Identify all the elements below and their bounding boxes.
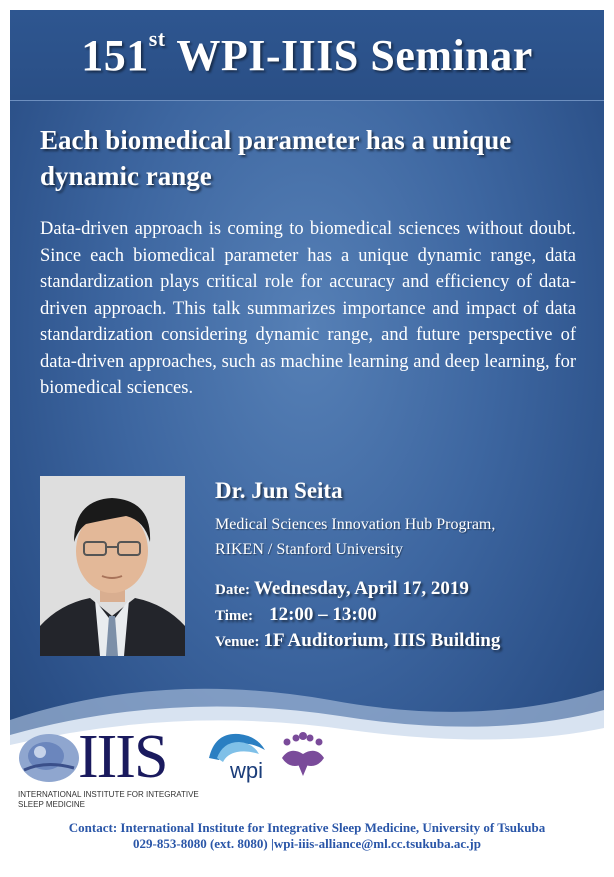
- seminar-title: [10, 26, 604, 81]
- date-label: Date:: [215, 582, 250, 598]
- iiis-logo-icon: [16, 730, 82, 786]
- contact-line2: 029-853-8080 (ext. 8080) |wpi-iiis-alliance@ml.cc.tsukuba.ac.jp: [133, 836, 481, 851]
- talk-title-line2: dynamic range: [40, 161, 212, 191]
- time-value: 12:00 – 13:00: [269, 604, 377, 625]
- contact-info: [0, 820, 614, 852]
- seminar-ordinal-suffix: st: [148, 26, 166, 51]
- date-value: Wednesday, April 17, 2019: [253, 578, 469, 599]
- venue-label: Venue:: [215, 634, 260, 650]
- affiliation-line1: Medical Sciences Innovation Hub Program,: [215, 516, 496, 533]
- seminar-title-text: WPI-IIIS Seminar: [176, 31, 533, 80]
- abstract-text: Data-driven approach is coming to biomedical sciences without doubt. Since each biomedical parameter has a unique dynamic range, data standardization plays critical role for accuracy and efficiency of data-driven approach. This talk summarizes importance and impact of data standardization considering dynamic range, and future perspective of data-driven approaches, such as machine learning and deep learning, for biomedical sciences.: [40, 219, 576, 398]
- speaker-name: Dr. Jun Seita: [215, 478, 343, 503]
- speaker-affiliation: [215, 512, 595, 562]
- affiliation-line2: RIKEN / Stanford University: [215, 541, 403, 558]
- time-row: [215, 604, 377, 626]
- talk-title-line1: Each biomedical parameter has a unique: [40, 125, 512, 155]
- time-label: Time:: [215, 608, 254, 624]
- date-row: [215, 578, 469, 600]
- paulownia-crest-icon: [276, 728, 330, 778]
- seminar-number: 151: [81, 31, 149, 80]
- venue-value: 1F Auditorium, IIIS Building: [263, 630, 501, 651]
- iiis-logo-text: IIIS: [78, 723, 167, 791]
- contact-line1: Contact: International Institute for Integrative Sleep Medicine, University of Tsukuba: [68, 820, 546, 835]
- wpi-logo-text: wpi: [230, 758, 264, 783]
- iiis-subtitle-line2: SLEEP MEDICINE: [18, 800, 85, 809]
- iiis-logo-subtitle: [18, 790, 208, 810]
- iiis-subtitle-line1: INTERNATIONAL INSTITUTE FOR INTEGRATIVE: [18, 790, 199, 799]
- talk-title: [40, 122, 580, 194]
- blue-panel: [10, 10, 604, 810]
- venue-row: [215, 630, 500, 652]
- title-bar: [10, 10, 604, 101]
- speaker-photo: [40, 476, 185, 656]
- speaker-portrait-image: [40, 476, 185, 656]
